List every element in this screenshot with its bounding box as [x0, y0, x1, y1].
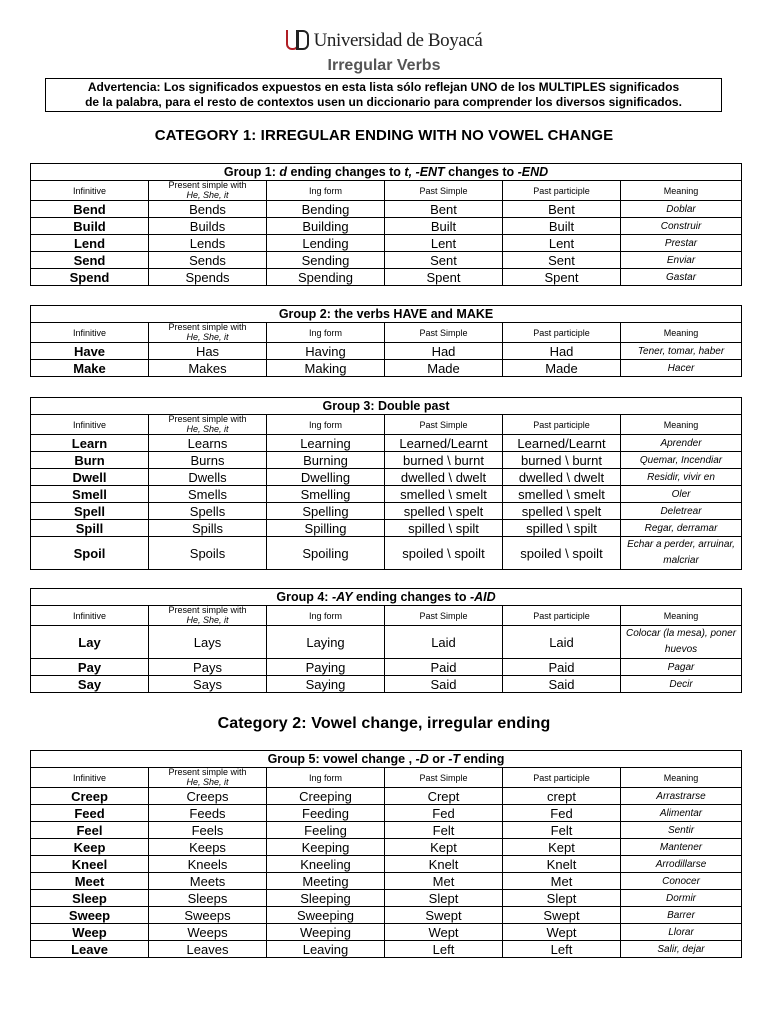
header-ing-form: Ing form	[267, 415, 385, 435]
table-row	[31, 218, 742, 235]
group-title-part: ending	[460, 752, 505, 766]
cell-past: Sent	[385, 252, 503, 269]
header-past-simple: Past Simple	[385, 415, 503, 435]
cell-meaning: Prestar	[621, 235, 742, 252]
group-title	[31, 306, 742, 323]
cell-meaning: Mantener	[621, 839, 742, 856]
table-row	[31, 907, 742, 924]
table-row	[31, 839, 742, 856]
cell-meaning: Colocar (la mesa), poner huevos	[621, 626, 742, 659]
cell-present: Weeps	[149, 924, 267, 941]
cell-present: Keeps	[149, 839, 267, 856]
cell-ing: Kneeling	[267, 856, 385, 873]
group-title-part: d	[279, 165, 288, 179]
warning-notice	[45, 78, 722, 112]
header-infinitive: Infinitive	[31, 415, 149, 435]
cell-infinitive: Bend	[31, 201, 149, 218]
cell-participle: Felt	[503, 822, 621, 839]
cell-participle: dwelled \ dwelt	[503, 469, 621, 486]
table-row	[31, 890, 742, 907]
cell-meaning: Quemar, Incendiar	[621, 452, 742, 469]
cell-past: Fed	[385, 805, 503, 822]
cell-meaning: Alimentar	[621, 805, 742, 822]
group-title-part: ending changes to	[352, 590, 470, 604]
cell-past: Slept	[385, 890, 503, 907]
cell-ing: Building	[267, 218, 385, 235]
cell-ing: Feeding	[267, 805, 385, 822]
header-meaning: Meaning	[621, 768, 742, 788]
header-infinitive: Infinitive	[31, 606, 149, 626]
group-5-table	[30, 750, 742, 958]
header-past-participle: Past participle	[503, 768, 621, 788]
cell-present: Bends	[149, 201, 267, 218]
group-title-part: Group 4:	[276, 590, 332, 604]
cell-participle: Bent	[503, 201, 621, 218]
cell-past: Crept	[385, 788, 503, 805]
cell-present: Learns	[149, 435, 267, 452]
cell-infinitive: Smell	[31, 486, 149, 503]
cell-participle: Met	[503, 873, 621, 890]
cell-participle: Kept	[503, 839, 621, 856]
cell-meaning: Aprender	[621, 435, 742, 452]
cell-participle: Slept	[503, 890, 621, 907]
cell-infinitive: Spend	[31, 269, 149, 286]
cell-infinitive: Sleep	[31, 890, 149, 907]
table-row	[31, 486, 742, 503]
header-ing-form: Ing form	[267, 768, 385, 788]
table-row	[31, 676, 742, 693]
table-row	[31, 856, 742, 873]
cell-infinitive: Say	[31, 676, 149, 693]
cell-ing: Keeping	[267, 839, 385, 856]
warning-line-1: Advertencia: Los significados expuestos en esta lista sólo reflejan UNO de los MULTIPLES significados	[87, 80, 680, 94]
cell-ing: Having	[267, 343, 385, 360]
cell-present: Sleeps	[149, 890, 267, 907]
table-row	[31, 626, 742, 659]
cell-past: spilled \ spilt	[385, 520, 503, 537]
cell-participle: Learned/Learnt	[503, 435, 621, 452]
header-past-participle: Past participle	[503, 181, 621, 201]
header-present-line2: He, She, it	[186, 189, 229, 200]
cell-present: Meets	[149, 873, 267, 890]
cell-participle: Sent	[503, 252, 621, 269]
header-present-line2: He, She, it	[186, 614, 229, 625]
cell-past: Felt	[385, 822, 503, 839]
cell-present: Pays	[149, 659, 267, 676]
cell-ing: Creeping	[267, 788, 385, 805]
cell-infinitive: Leave	[31, 941, 149, 958]
group-title-part: -D	[415, 752, 429, 766]
cell-past: Kept	[385, 839, 503, 856]
table-row	[31, 805, 742, 822]
cell-ing: Dwelling	[267, 469, 385, 486]
cell-participle: Built	[503, 218, 621, 235]
table-row	[31, 452, 742, 469]
cell-ing: Learning	[267, 435, 385, 452]
cell-infinitive: Lend	[31, 235, 149, 252]
header-present-line1: Present simple with	[168, 322, 247, 332]
category-2-text: Category 2: Vowel change, irregular ending	[217, 715, 551, 732]
header-present-simple	[149, 606, 267, 626]
cell-past: Left	[385, 941, 503, 958]
cell-participle: Fed	[503, 805, 621, 822]
cell-present: Lends	[149, 235, 267, 252]
header-past-simple: Past Simple	[385, 606, 503, 626]
cell-participle: Wept	[503, 924, 621, 941]
header-infinitive: Infinitive	[31, 323, 149, 343]
cell-infinitive: Send	[31, 252, 149, 269]
cell-meaning: Oler	[621, 486, 742, 503]
cell-past: Met	[385, 873, 503, 890]
table-row	[31, 822, 742, 839]
cell-participle: Paid	[503, 659, 621, 676]
cell-present: Says	[149, 676, 267, 693]
cell-meaning: Hacer	[621, 360, 742, 377]
cell-infinitive: Sweep	[31, 907, 149, 924]
group-4-table	[30, 588, 742, 693]
cell-ing: Spoiling	[267, 537, 385, 570]
table-row	[31, 343, 742, 360]
cell-present: Kneels	[149, 856, 267, 873]
cell-ing: Weeping	[267, 924, 385, 941]
header-past-participle: Past participle	[503, 415, 621, 435]
group-title	[31, 164, 742, 181]
cell-ing: Making	[267, 360, 385, 377]
group-title-part: -AID	[469, 590, 496, 604]
cell-meaning: Decir	[621, 676, 742, 693]
cell-infinitive: Burn	[31, 452, 149, 469]
table-row	[31, 873, 742, 890]
header-meaning: Meaning	[621, 323, 742, 343]
cell-ing: Spending	[267, 269, 385, 286]
cell-past: burned \ burnt	[385, 452, 503, 469]
cell-participle: Left	[503, 941, 621, 958]
cell-infinitive: Meet	[31, 873, 149, 890]
cell-participle: Swept	[503, 907, 621, 924]
cell-past: Spent	[385, 269, 503, 286]
cell-present: Spoils	[149, 537, 267, 570]
table-row	[31, 520, 742, 537]
table-row	[31, 503, 742, 520]
cell-past: Learned/Learnt	[385, 435, 503, 452]
cell-present: Smells	[149, 486, 267, 503]
cell-participle: Knelt	[503, 856, 621, 873]
table-row	[31, 469, 742, 486]
table-row	[31, 659, 742, 676]
warning-line-2: de la palabra, para el resto de contextos usen un diccionario para comprender los diversos significados.	[85, 95, 682, 109]
group-3-table	[30, 397, 742, 570]
cell-participle: Spent	[503, 269, 621, 286]
header-present-line2: He, She, it	[186, 331, 229, 342]
cell-participle: Made	[503, 360, 621, 377]
cell-participle: Lent	[503, 235, 621, 252]
group-title-part: -T	[448, 752, 460, 766]
cell-past: Bent	[385, 201, 503, 218]
cell-infinitive: Dwell	[31, 469, 149, 486]
cell-past: dwelled \ dwelt	[385, 469, 503, 486]
cell-meaning: Tener, tomar, haber	[621, 343, 742, 360]
cell-present: Spills	[149, 520, 267, 537]
cell-meaning: Pagar	[621, 659, 742, 676]
table-row	[31, 235, 742, 252]
cell-participle: smelled \ smelt	[503, 486, 621, 503]
group-title-part: Group 2: the verbs HAVE and MAKE	[278, 307, 494, 321]
page-title: Irregular Verbs	[327, 57, 441, 74]
cell-participle: Had	[503, 343, 621, 360]
cell-infinitive: Kneel	[31, 856, 149, 873]
header-past-participle: Past participle	[503, 323, 621, 343]
cell-meaning: Deletrear	[621, 503, 742, 520]
cell-present: Creeps	[149, 788, 267, 805]
header-ing-form: Ing form	[267, 323, 385, 343]
group-title-part: changes to	[444, 165, 518, 179]
cell-infinitive: Keep	[31, 839, 149, 856]
cell-meaning: Salir, dejar	[621, 941, 742, 958]
cell-ing: Lending	[267, 235, 385, 252]
header-past-simple: Past Simple	[385, 768, 503, 788]
header-meaning: Meaning	[621, 181, 742, 201]
header-present-line1: Present simple with	[168, 414, 247, 424]
header-meaning: Meaning	[621, 415, 742, 435]
cell-meaning: Dormir	[621, 890, 742, 907]
table-row	[31, 269, 742, 286]
cell-infinitive: Spoil	[31, 537, 149, 570]
header-infinitive: Infinitive	[31, 181, 149, 201]
cell-past: Knelt	[385, 856, 503, 873]
group-title-part: -AY	[331, 590, 353, 604]
cell-ing: Bending	[267, 201, 385, 218]
cell-infinitive: Weep	[31, 924, 149, 941]
cell-past: spelled \ spelt	[385, 503, 503, 520]
header-present-simple	[149, 415, 267, 435]
cell-infinitive: Creep	[31, 788, 149, 805]
header-present-line1: Present simple with	[168, 767, 247, 777]
cell-ing: Meeting	[267, 873, 385, 890]
cell-present: Makes	[149, 360, 267, 377]
university-crest-icon	[286, 30, 310, 52]
group-title-part: or	[428, 752, 449, 766]
cell-past: smelled \ smelt	[385, 486, 503, 503]
cell-meaning: Gastar	[621, 269, 742, 286]
cell-meaning: Llorar	[621, 924, 742, 941]
cell-present: Spends	[149, 269, 267, 286]
cell-infinitive: Make	[31, 360, 149, 377]
cell-present: Spells	[149, 503, 267, 520]
table-row	[31, 201, 742, 218]
cell-meaning: Doblar	[621, 201, 742, 218]
cell-infinitive: Spell	[31, 503, 149, 520]
group-title	[31, 751, 742, 768]
cell-present: Feels	[149, 822, 267, 839]
header-present-line1: Present simple with	[168, 180, 247, 190]
group-title-part: -END	[517, 165, 549, 179]
cell-participle: spilled \ spilt	[503, 520, 621, 537]
header-present-simple	[149, 181, 267, 201]
group-title-part: Group 5: vowel change ,	[267, 752, 416, 766]
cell-ing: Sending	[267, 252, 385, 269]
table-row	[31, 941, 742, 958]
cell-present: Leaves	[149, 941, 267, 958]
header-present-simple	[149, 323, 267, 343]
cell-meaning: Sentir	[621, 822, 742, 839]
header-ing-form: Ing form	[267, 181, 385, 201]
cell-participle: Said	[503, 676, 621, 693]
cell-past: Built	[385, 218, 503, 235]
table-row	[31, 252, 742, 269]
cell-meaning: Regar, derramar	[621, 520, 742, 537]
cell-present: Feeds	[149, 805, 267, 822]
category-2-heading	[0, 715, 768, 733]
cell-ing: Laying	[267, 626, 385, 659]
cell-participle: burned \ burnt	[503, 452, 621, 469]
cell-meaning: Arrastrarse	[621, 788, 742, 805]
cell-infinitive: Learn	[31, 435, 149, 452]
cell-past: Had	[385, 343, 503, 360]
cell-meaning: Residir, vivir en	[621, 469, 742, 486]
cell-past: Swept	[385, 907, 503, 924]
cell-infinitive: Spill	[31, 520, 149, 537]
table-row	[31, 360, 742, 377]
header-present-line2: He, She, it	[186, 423, 229, 434]
cell-present: Lays	[149, 626, 267, 659]
group-title	[31, 398, 742, 415]
cell-present: Has	[149, 343, 267, 360]
header-ing-form: Ing form	[267, 606, 385, 626]
cell-ing: Feeling	[267, 822, 385, 839]
cell-meaning: Arrodillarse	[621, 856, 742, 873]
cell-past: Made	[385, 360, 503, 377]
table-row	[31, 788, 742, 805]
group-title	[31, 589, 742, 606]
group-title-part: ending changes to	[287, 165, 405, 179]
cell-meaning: Conocer	[621, 873, 742, 890]
cell-ing: Burning	[267, 452, 385, 469]
cell-present: Sends	[149, 252, 267, 269]
cell-infinitive: Lay	[31, 626, 149, 659]
cell-infinitive: Feed	[31, 805, 149, 822]
cell-present: Dwells	[149, 469, 267, 486]
cell-ing: Saying	[267, 676, 385, 693]
cell-ing: Paying	[267, 659, 385, 676]
group-title-part: t, -ENT	[404, 165, 445, 179]
header-past-simple: Past Simple	[385, 323, 503, 343]
table-row	[31, 435, 742, 452]
cell-meaning: Echar a perder, arruinar, malcriar	[621, 537, 742, 570]
cell-participle: spelled \ spelt	[503, 503, 621, 520]
cell-participle: spoiled \ spoilt	[503, 537, 621, 570]
cell-participle: crept	[503, 788, 621, 805]
cell-meaning: Enviar	[621, 252, 742, 269]
cell-past: Said	[385, 676, 503, 693]
header-meaning: Meaning	[621, 606, 742, 626]
table-row	[31, 537, 742, 570]
header-past-participle: Past participle	[503, 606, 621, 626]
header-present-line2: He, She, it	[186, 776, 229, 787]
table-row	[31, 924, 742, 941]
group-title-part: Group 1:	[223, 165, 280, 179]
header-present-simple	[149, 768, 267, 788]
cell-infinitive: Build	[31, 218, 149, 235]
group-title-part: Group 3: Double past	[322, 399, 450, 413]
cell-ing: Spilling	[267, 520, 385, 537]
cell-infinitive: Have	[31, 343, 149, 360]
cell-past: Paid	[385, 659, 503, 676]
header-present-line1: Present simple with	[168, 605, 247, 615]
cell-infinitive: Pay	[31, 659, 149, 676]
cell-past: Wept	[385, 924, 503, 941]
cell-ing: Smelling	[267, 486, 385, 503]
category-1-heading: CATEGORY 1: IRREGULAR ENDING WITH NO VOWEL CHANGE	[154, 127, 614, 144]
group-2-table	[30, 305, 742, 377]
cell-meaning: Barrer	[621, 907, 742, 924]
university-logo	[0, 30, 768, 56]
cell-infinitive: Feel	[31, 822, 149, 839]
cell-past: spoiled \ spoilt	[385, 537, 503, 570]
university-name: Universidad de Boyacá	[313, 30, 483, 51]
cell-meaning: Construir	[621, 218, 742, 235]
group-1-table	[30, 163, 742, 286]
cell-ing: Sleeping	[267, 890, 385, 907]
cell-present: Sweeps	[149, 907, 267, 924]
cell-ing: Sweeping	[267, 907, 385, 924]
header-past-simple: Past Simple	[385, 181, 503, 201]
cell-ing: Leaving	[267, 941, 385, 958]
header-infinitive: Infinitive	[31, 768, 149, 788]
cell-ing: Spelling	[267, 503, 385, 520]
cell-past: Lent	[385, 235, 503, 252]
cell-past: Laid	[385, 626, 503, 659]
cell-present: Builds	[149, 218, 267, 235]
cell-present: Burns	[149, 452, 267, 469]
cell-participle: Laid	[503, 626, 621, 659]
